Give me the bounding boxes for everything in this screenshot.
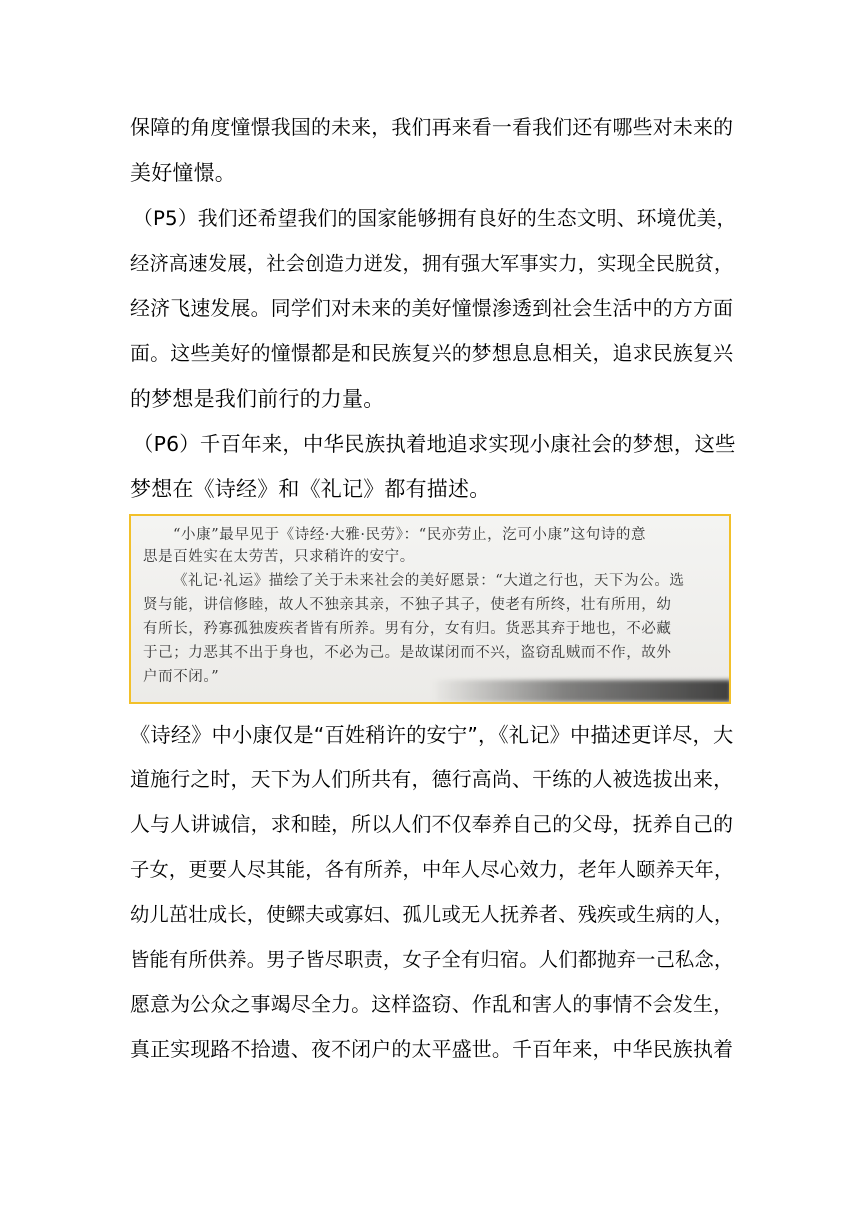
paragraph-2-line-4: 面。这些美好的憧憬都是和民族复兴的梦想息息相关，追求民族复兴	[130, 342, 734, 365]
paragraph-4-line-5: 幼儿茁壮成长，使鳏夫或寡妇、孤儿或无人抚养者、残疾或生病的人，	[130, 903, 734, 926]
paragraph-2-line-2: 经济高速发展，社会创造力迸发，拥有强大军事实力，实现全民脱贫，	[130, 252, 734, 275]
paragraph-4-line-2: 道施行之时，天下为人们所共有，德行高尚、干练的人被选拔出来，	[130, 768, 734, 791]
excerpt-line-6: 于己；力恶其不出于身也，不必为己。是故谋闭而不兴，盗窃乱贼而不作，故外	[143, 645, 672, 661]
excerpt-line-4: 贤与能，讲信修睦，故人不独亲其亲，不独子其子，使老有所终，壮有所用，幼	[143, 597, 672, 613]
excerpt-line-2: 思是百姓实在太劳苦，只求稍许的安宁。	[143, 549, 415, 565]
paragraph-1-line-2: 美好憧憬。	[130, 161, 236, 185]
paragraph-3-line-1: （P6）千百年来，中华民族执着地追求实现小康社会的梦想，这些	[133, 432, 736, 456]
excerpt-line-3: 《礼记·礼运》描绘了关于未来社会的美好愿景：“大道之行也，天下为公。选	[173, 573, 685, 589]
excerpt-line-7: 户而不闭。”	[143, 669, 220, 685]
paragraph-3-line-2: 梦想在《诗经》和《礼记》都有描述。	[130, 477, 491, 501]
paragraph-4-line-4: 子女，更要人尽其能，各有所养，中年人尽心效力，老年人颐养天年，	[130, 858, 734, 881]
scan-shadow	[431, 680, 731, 702]
textbook-excerpt-image	[129, 514, 731, 704]
paragraph-4-line-7: 愿意为公众之事竭尽全力。这样盗窃、作乱和害人的事情不会发生，	[130, 993, 734, 1016]
excerpt-line-1: “小康”最早见于《诗经·大雅·民劳》：“民亦劳止，汔可小康”这句诗的意	[173, 527, 647, 543]
paragraph-2-line-1: （P5）我们还希望我们的国家能够拥有良好的生态文明、环境优美，	[133, 207, 737, 230]
paragraph-2-line-5: 的梦想是我们前行的力量。	[130, 387, 385, 411]
excerpt-line-5: 有所长，矜寡孤独废疾者皆有所养。男有分，女有归。货恶其弃于地也，不必藏	[143, 621, 672, 637]
paragraph-4-line-1: 《诗经》中小康仅是“百姓稍许的安宁”，《礼记》中描述更详尽，大	[130, 723, 734, 747]
paragraph-4-line-8: 真正实现路不拾遗、夜不闭户的太平盛世。千百年来，中华民族执着	[130, 1038, 734, 1061]
paragraph-1-line-1: 保障的角度憧憬我国的未来，我们再来看一看我们还有哪些对未来的	[130, 116, 734, 139]
paragraph-2-line-3: 经济飞速发展。同学们对未来的美好憧憬渗透到社会生活中的方方面	[130, 297, 734, 320]
paragraph-4-line-6: 皆能有所供养。男子皆尽职责，女子全有归宿。人们都抛弃一己私念，	[130, 948, 734, 971]
paragraph-4-line-3: 人与人讲诚信，求和睦，所以人们不仅奉养自己的父母，抚养自己的	[130, 813, 734, 836]
